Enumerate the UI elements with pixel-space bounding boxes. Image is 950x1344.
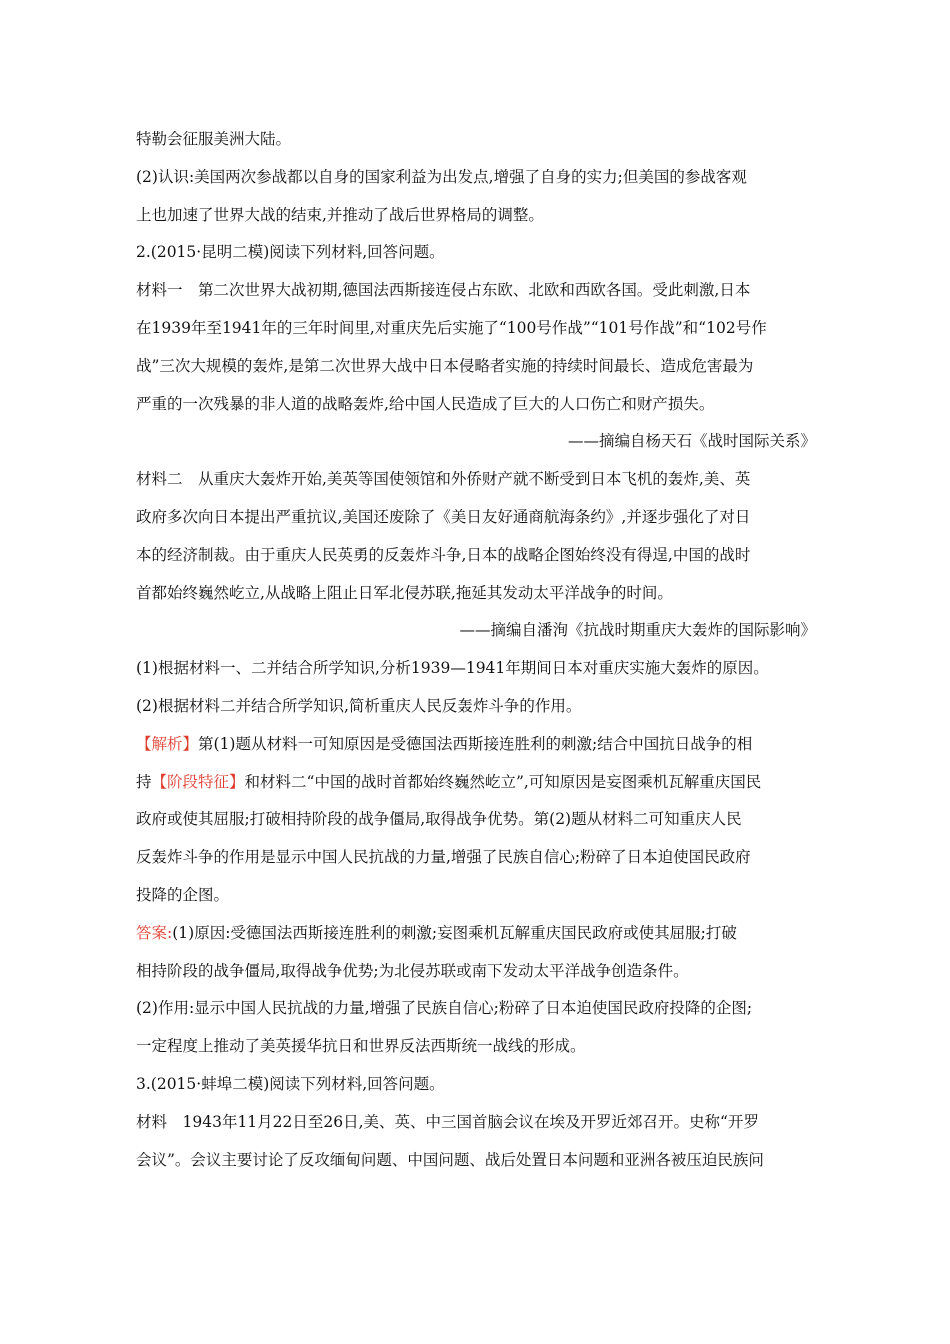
text-line: 本的经济制裁。由于重庆人民英勇的反轰炸斗争,日本的战略企图始终没有得逞,中国的战时 (136, 545, 751, 564)
analysis-text: 持 (136, 772, 152, 791)
analysis-label: 【解析】 (136, 734, 199, 753)
source-citation: ——摘编自杨天石《战时国际关系》 (567, 432, 816, 451)
analysis-line (136, 764, 816, 802)
answer-label: 答案: (136, 923, 173, 942)
text-line: (2)作用:显示中国人民抗战的力量,增强了民族自信心;粉碎了日本迫使国民政府投降的企图; (136, 999, 753, 1018)
sub-question: (1)根据材料一、二并结合所学知识,分析1939—1941年期间日本对重庆实施大轰炸的原因。 (136, 659, 769, 678)
text-line: 上也加速了世界大战的结束,并推动了战后世界格局的调整。 (136, 205, 544, 224)
text-line: 政府多次向日本提出严重抗议,美国还废除了《美日友好通商航海条约》,并逐步强化了对日 (136, 507, 751, 526)
text-line: 一定程度上推动了美英援华抗日和世界反法西斯统一战线的形成。 (136, 1037, 586, 1056)
text-line: 在1939年至1941年的三年时间里,对重庆先后实施了“100号作战”“101号作战”和“102号作 (136, 318, 767, 337)
text-line: (2)认识:美国两次参战都以自身的国家利益为出发点,增强了自身的实力;但美国的参战客观 (136, 167, 747, 186)
text-line: 投降的企图。 (136, 885, 230, 904)
text-line: 战”三次大规模的轰炸,是第二次世界大战中日本侵略者实施的持续时间最长、造成危害最为 (136, 356, 754, 375)
question-2-heading: 2.(2015·昆明二模)阅读下列材料,回答问题。 (136, 243, 445, 262)
analysis-line (136, 726, 816, 764)
text-line: 特勒会征服美洲大陆。 (136, 130, 292, 148)
stage-feature-label: 【阶段特征】 (151, 772, 245, 791)
text-line: 材料 1943年11月22日至26日,美、英、中三国首脑会议在埃及开罗近郊召开。史称“开罗 (136, 1112, 759, 1131)
text-line: 材料一 第二次世界大战初期,德国法西斯接连侵占东欧、北欧和西欧各国。受此刺激,日本 (136, 281, 751, 300)
text-line: 严重的一次残暴的非人道的战略轰炸,给中国人民造成了巨大的人口伤亡和财产损失。 (136, 394, 715, 413)
text-line: 政府或使其屈服;打破相持阶段的战争僵局,取得战争优势。第(2)题从材料二可知重庆人民 (136, 810, 742, 829)
source-citation: ——摘编自潘洵《抗战时期重庆大轰炸的国际影响》 (459, 621, 816, 640)
document-body (136, 121, 816, 1179)
analysis-text: 第(1)题从材料一可知原因是受德国法西斯接连胜利的刺激;结合中国抗日战争的相 (198, 734, 753, 753)
text-line: 首都始终巍然屹立,从战略上阻止日军北侵苏联,拖延其发动太平洋战争的时间。 (136, 583, 673, 602)
text-line: 会议”。会议主要讨论了反攻缅甸问题、中国问题、战后处置日本问题和亚洲各被压迫民族问 (136, 1150, 764, 1169)
answer-text: (1)原因:受德国法西斯接连胜利的刺激;妄图乘机瓦解重庆国民政府或使其屈服;打破 (172, 923, 737, 942)
question-3-heading: 3.(2015·蚌埠二模)阅读下列材料,回答问题。 (136, 1074, 445, 1093)
text-line: 反轰炸斗争的作用是显示中国人民抗战的力量,增强了民族自信心;粉碎了日本迫使国民政府 (136, 848, 751, 867)
text-line: 相持阶段的战争僵局,取得战争优势;为北侵苏联或南下发动太平洋战争创造条件。 (136, 961, 689, 980)
answer-line (136, 915, 816, 953)
text-line: 材料二 从重庆大轰炸开始,美英等国使领馆和外侨财产就不断受到日本飞机的轰炸,美、英 (136, 470, 751, 489)
sub-question: (2)根据材料二并结合所学知识,简析重庆人民反轰炸斗争的作用。 (136, 696, 582, 715)
analysis-text: 和材料二“中国的战时首都始终巍然屹立”,可知原因是妄图乘机瓦解重庆国民 (244, 772, 762, 791)
